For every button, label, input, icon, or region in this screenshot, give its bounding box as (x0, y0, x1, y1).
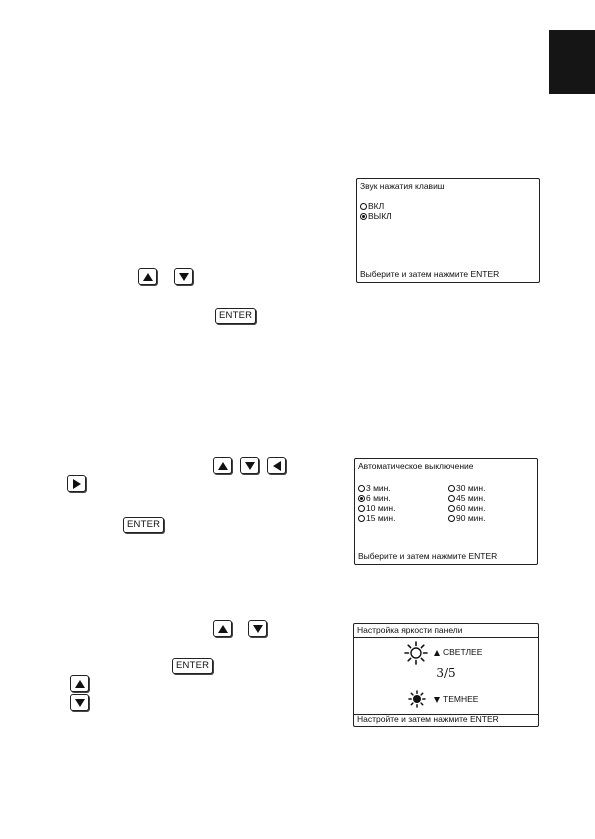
down-arrow-key (70, 694, 89, 711)
screen-footer: Выберите и затем нажмите ENTER (358, 551, 498, 561)
radio-unselected-icon (448, 515, 455, 522)
darker-hint (434, 694, 478, 705)
radio-unselected-icon (358, 515, 365, 522)
radio-unselected-icon (360, 203, 367, 210)
radio-unselected-icon (358, 485, 365, 492)
key-sound-screen (356, 178, 540, 283)
down-arrow-icon (75, 699, 85, 707)
up-arrow-key (213, 620, 232, 637)
option-label: 3 мин. (366, 483, 391, 493)
option-label: 6 мин. (366, 493, 391, 503)
up-arrow-icon (218, 625, 228, 633)
screen-footer: Выберите и затем нажмите ENTER (360, 269, 500, 279)
screen-title: Автоматическое выключение (358, 461, 474, 471)
option-label: 60 мин. (456, 503, 486, 513)
up-arrow-key (70, 675, 89, 692)
down-arrow-icon (179, 273, 189, 281)
radio-unselected-icon (358, 505, 365, 512)
down-arrow-key (240, 457, 259, 474)
option-off (360, 211, 392, 222)
screen-footer: Настройте и затем нажмите ENTER (357, 714, 499, 724)
enter-key: ENTER (215, 308, 256, 324)
brighter-label: СВЕТЛЕЕ (443, 647, 483, 657)
option-label: ВЫКЛ (368, 211, 392, 221)
enter-key: ENTER (123, 517, 164, 533)
option-label: ВКЛ (368, 201, 385, 211)
radio-selected-icon (358, 495, 365, 502)
down-arrow-key (248, 620, 267, 637)
title-divider (354, 637, 538, 638)
down-arrow-icon (253, 625, 263, 633)
up-arrow-key (138, 268, 157, 285)
radio-unselected-icon (448, 485, 455, 492)
option-label: 10 мин. (366, 503, 396, 513)
radio-unselected-icon (448, 505, 455, 512)
down-arrow-key (174, 268, 193, 285)
option-15-min (358, 513, 395, 524)
brightness-screen (353, 623, 539, 727)
option-90-min (448, 513, 485, 524)
right-arrow-icon (73, 479, 81, 489)
radio-selected-icon (360, 213, 367, 220)
up-arrow-key (213, 457, 232, 474)
option-label: 15 мин. (366, 513, 396, 523)
enter-key: ENTER (172, 658, 213, 674)
option-label: 30 мин. (456, 483, 486, 493)
sun-filled-icon (408, 690, 426, 708)
screen-title: Звук нажатия клавиш (360, 181, 445, 191)
up-arrow-icon (143, 273, 153, 281)
down-triangle-icon (434, 697, 440, 703)
auto-off-screen (354, 458, 538, 565)
down-arrow-icon (245, 462, 255, 470)
sun-outline-icon (404, 641, 428, 665)
brighter-hint (434, 647, 482, 658)
left-arrow-key (267, 457, 286, 474)
chapter-tab-marker (549, 30, 595, 94)
radio-unselected-icon (448, 495, 455, 502)
option-label: 90 мин. (456, 513, 486, 523)
option-label: 45 мин. (456, 493, 486, 503)
darker-label: ТЕМНЕЕ (443, 694, 479, 704)
left-arrow-icon (273, 461, 281, 471)
brightness-level: 3/5 (436, 666, 456, 680)
up-arrow-icon (75, 680, 85, 688)
up-triangle-icon (434, 650, 440, 656)
right-arrow-key (67, 475, 86, 492)
screen-title: Настройка яркости панели (357, 625, 463, 635)
up-arrow-icon (218, 462, 228, 470)
